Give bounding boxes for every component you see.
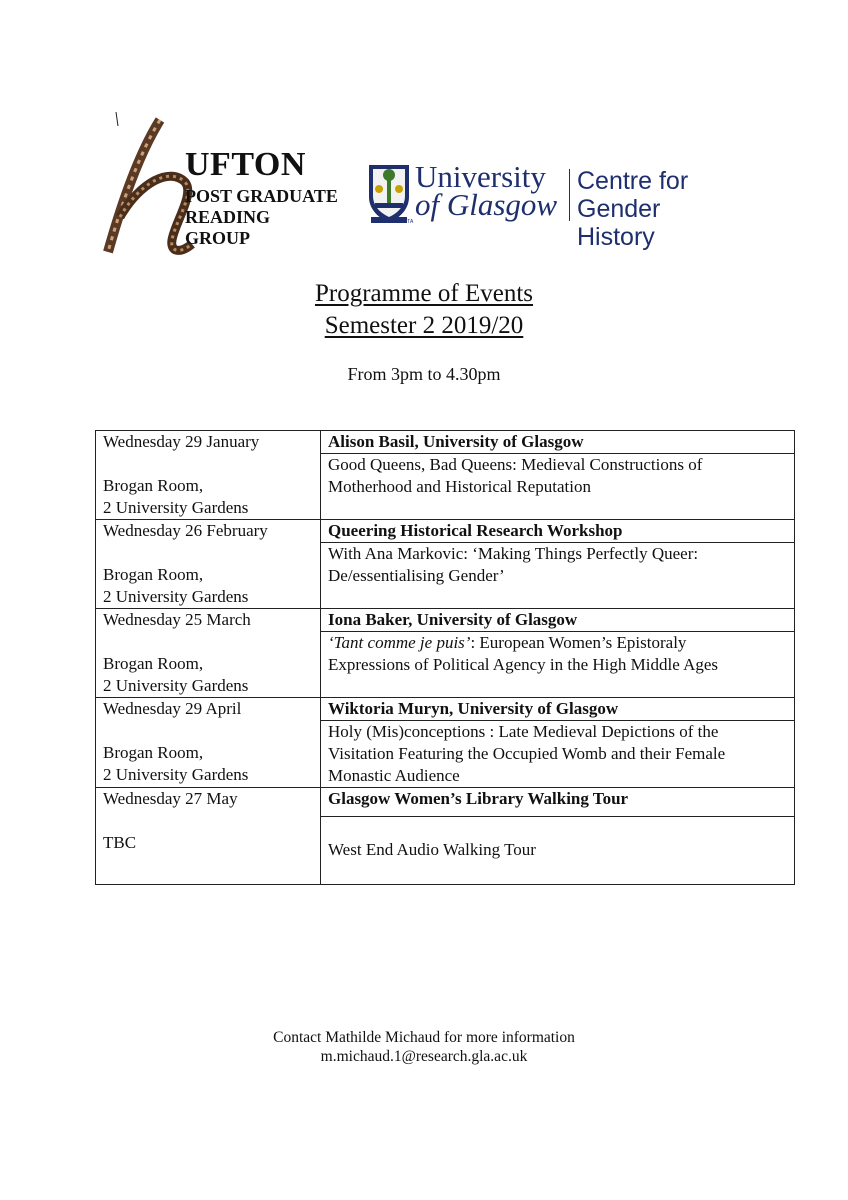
event-title-line	[328, 632, 787, 654]
table-row	[96, 609, 795, 632]
event-venue-address: 2 University Gardens	[103, 498, 249, 517]
event-when-cell	[96, 520, 321, 609]
event-date: Wednesday 25 March	[103, 610, 251, 629]
event-when-cell	[96, 431, 321, 520]
event-title-line: Visitation Featuring the Occupied Womb and their Female	[328, 744, 726, 763]
contact-text: Contact Mathilde Michaud for more information	[273, 1029, 575, 1046]
hufton-wordmark	[185, 148, 338, 249]
centre-name-line2: Gender History	[577, 195, 661, 251]
crest-motto: VIA VERITAS VITA	[371, 219, 414, 225]
table-row	[96, 520, 795, 543]
table-row	[96, 431, 795, 454]
event-venue: Brogan Room,	[103, 565, 204, 584]
event-title-line: De/essentialising Gender’	[328, 566, 505, 585]
page-title: Programme of Events	[314, 280, 533, 307]
event-date: Wednesday 26 February	[103, 521, 268, 540]
university-name-line2: of Glasgow	[415, 187, 558, 222]
event-venue: Brogan Room,	[103, 476, 204, 495]
page-subtitle: Semester 2 2019/20	[324, 312, 524, 339]
event-title-cell	[321, 543, 795, 609]
university-logo	[365, 159, 745, 251]
event-date: Wednesday 27 May	[103, 789, 238, 808]
hufton-logo	[100, 112, 350, 262]
event-when-cell	[96, 788, 321, 885]
events-table	[95, 430, 795, 885]
event-venue: Brogan Room,	[103, 654, 204, 673]
event-title-line: Good Queens, Bad Queens: Medieval Constructions of	[328, 455, 703, 474]
event-title-line: Expressions of Political Agency in the High Middle Ages	[328, 655, 719, 674]
event-date: Wednesday 29 January	[103, 432, 260, 451]
event-speaker: Alison Basil, University of Glasgow	[321, 431, 795, 454]
event-title-line: Motherhood and Historical Reputation	[328, 477, 591, 496]
event-title-line: Monastic Audience	[328, 766, 460, 785]
event-date: Wednesday 29 April	[103, 699, 242, 718]
hufton-line4: GROUP	[185, 228, 250, 248]
centre-name-line1: Centre for	[577, 167, 689, 195]
crest-icon	[367, 163, 414, 225]
event-title-cell	[321, 454, 795, 520]
university-name	[415, 159, 558, 222]
event-venue-address: 2 University Gardens	[103, 676, 249, 695]
logo-divider	[569, 169, 570, 221]
hufton-line3: READING	[185, 207, 271, 227]
event-venue: Brogan Room,	[103, 743, 204, 762]
event-title-line: Holy (Mis)conceptions : Late Medieval Depictions of the	[328, 722, 719, 741]
event-venue: TBC	[103, 833, 137, 852]
university-name-line1: University	[415, 159, 546, 194]
event-venue-address: 2 University Gardens	[103, 765, 249, 784]
hufton-name: UFTON	[185, 146, 306, 183]
event-speaker: Wiktoria Muryn, University of Glasgow	[321, 698, 795, 721]
event-title-italic: ‘Tant comme je puis’	[328, 633, 471, 652]
event-title-line: With Ana Markovic: ‘Making Things Perfectly Queer:	[328, 544, 699, 563]
event-when-cell	[96, 698, 321, 788]
event-time: From 3pm to 4.30pm	[347, 364, 501, 384]
event-speaker: Glasgow Women’s Library Walking Tour	[321, 788, 795, 817]
event-title-cell	[321, 817, 795, 885]
table-row	[96, 698, 795, 721]
event-speaker: Iona Baker, University of Glasgow	[321, 609, 795, 632]
event-when-cell	[96, 609, 321, 698]
centre-name	[577, 167, 745, 251]
contact-info	[0, 1028, 848, 1066]
table-row	[96, 788, 795, 817]
contact-email[interactable]: m.michaud.1@research.gla.ac.uk	[320, 1048, 528, 1065]
event-venue-address: 2 University Gardens	[103, 587, 249, 606]
event-title-rest: : European Women’s Epistoraly	[470, 633, 687, 652]
hufton-line2: POST GRADUATE	[185, 186, 338, 206]
event-title-cell	[321, 632, 795, 698]
event-title-cell	[321, 721, 795, 788]
event-title-line: West End Audio Walking Tour	[328, 840, 536, 859]
event-speaker: Queering Historical Research Workshop	[321, 520, 795, 543]
